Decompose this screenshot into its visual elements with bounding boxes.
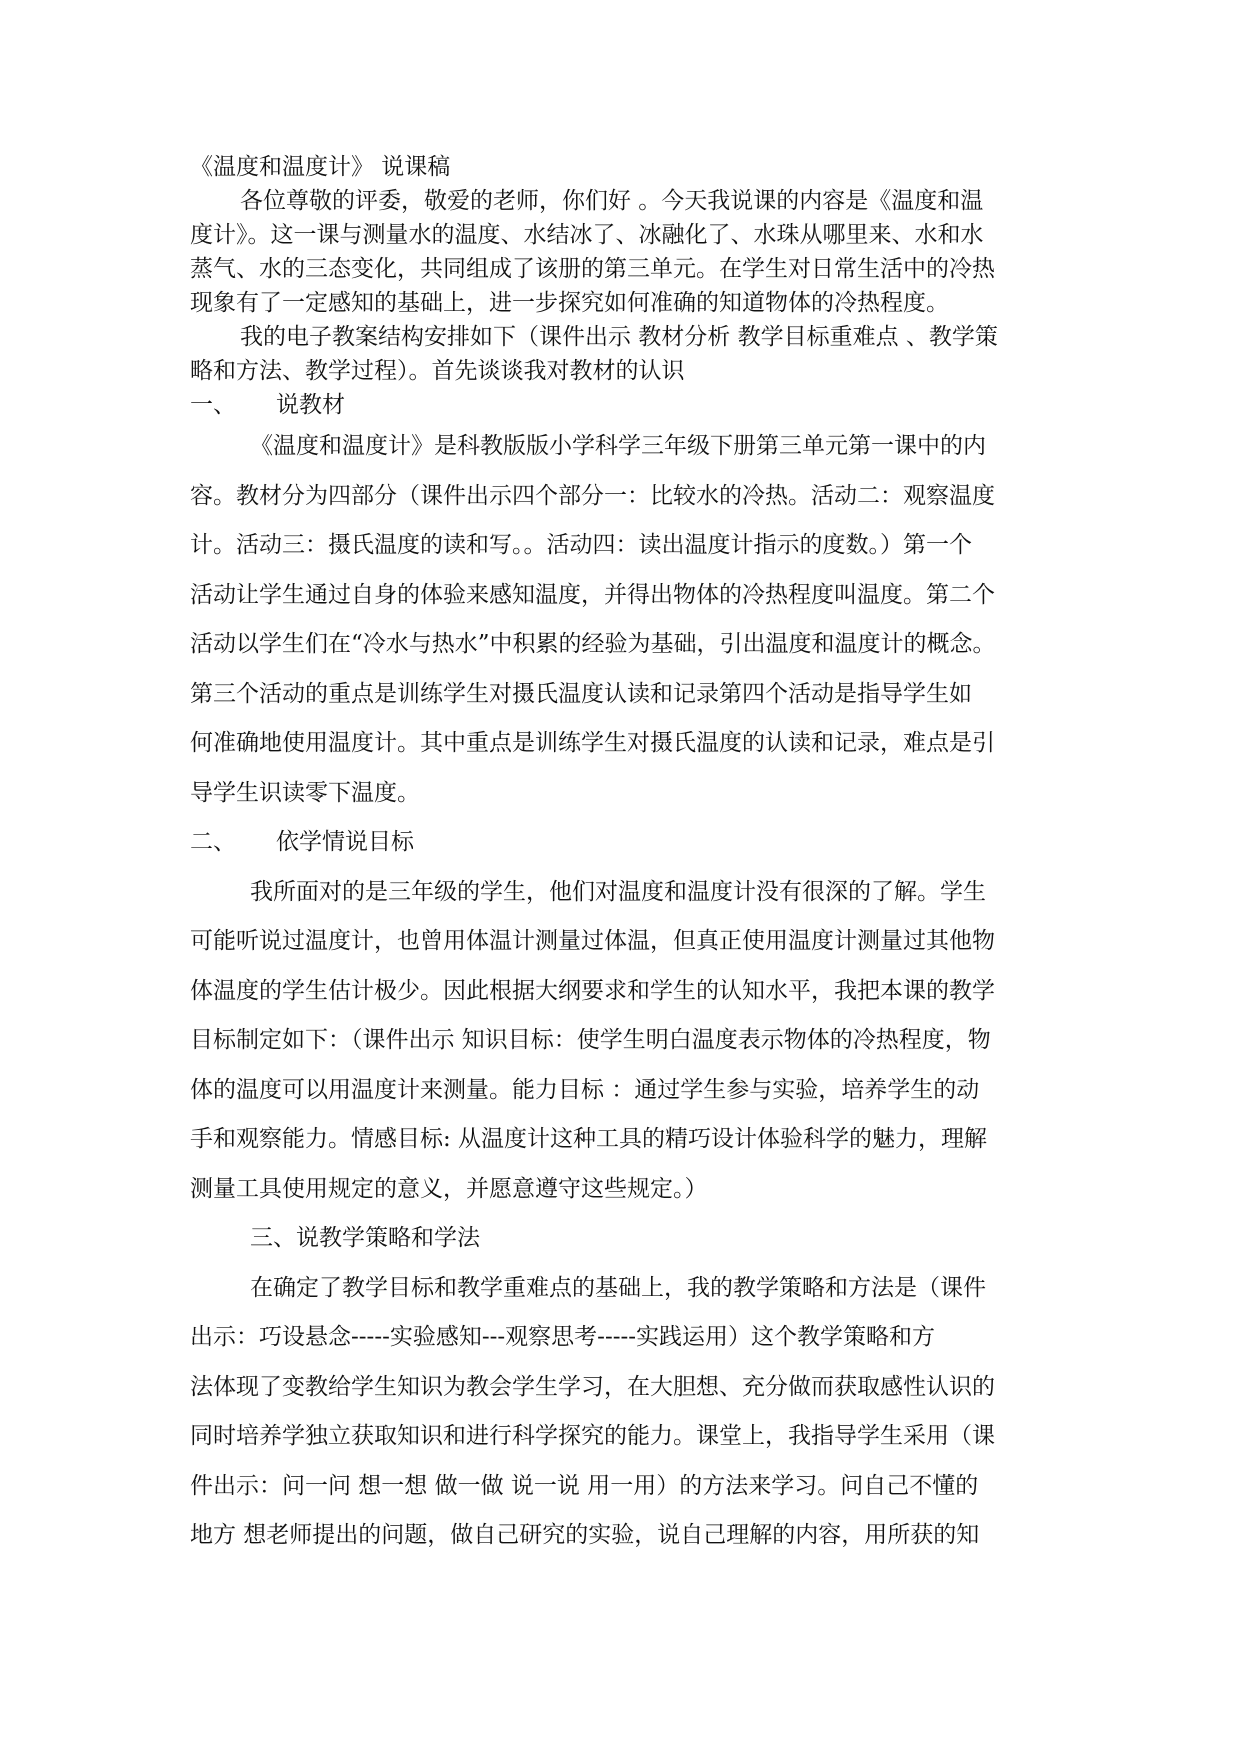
section1-line: 容。教材分为四部分（课件出示四个部分一：比较水的冷热。活动二：观察温度 [190, 482, 995, 509]
section2-line: 我所面对的是三年级的学生，他们对温度和温度计没有很深的了解。学生 [250, 878, 986, 905]
section2-line: 体温度的学生估计极少。因此根据大纲要求和学生的认知水平，我把本课的教学 [190, 977, 995, 1004]
section1-number: 一、 [190, 392, 236, 418]
section3-line: 出示：巧设悬念-----实验感知---观察思考-----实践运用）这个教学策略和方 [190, 1324, 936, 1350]
section3-line: 在确定了教学目标和教学重难点的基础上，我的教学策略和方法是（课件 [250, 1274, 986, 1301]
section1-line: 活动让学生通过自身的体验来感知温度，并得出物体的冷热程度叫温度。第二个 [190, 581, 995, 608]
section3-line: 件出示：问一问 想一想 做一做 说一说 用一用）的方法来学习。问自己不懂的 [190, 1472, 979, 1499]
section2-line: 目标制定如下：（课件出示 知识目标：使学生明白温度表示物体的冷热程度，物 [190, 1027, 991, 1053]
structure-line: 略和方法、教学过程）。首先谈谈我对教材的认识 [190, 358, 685, 384]
intro-line: 度计》。这一课与测量水的温度、水结冰了、冰融化了、水珠从哪里来、水和水 [190, 222, 984, 248]
section1-line: 《温度和温度计》是科教版版小学科学三年级下册第三单元第一课中的内 [250, 433, 986, 459]
section1-line: 导学生识读零下温度。 [190, 779, 420, 806]
section2-line: 手和观察能力。情感目标: 从温度计这种工具的精巧设计体验科学的魅力，理解 [190, 1126, 988, 1152]
document-body [190, 150, 1055, 1561]
section2-number: 二、 [190, 829, 236, 855]
section2-line: 体的温度可以用温度计来测量。能力目标 ：通过学生参与实验，培养学生的动 [190, 1076, 980, 1103]
section1-heading [190, 388, 1055, 422]
section3-line: 地方 想老师提出的问题，做自己研究的实验，说自己理解的内容，用所获的知 [190, 1522, 980, 1548]
intro-block [190, 150, 1055, 422]
section3-heading: 三、说教学策略和学法 [250, 1225, 480, 1251]
section2-title: 依学情说目标 [276, 829, 414, 855]
main-block [190, 422, 1055, 1561]
section2-line: 测量工具使用规定的意义，并愿意遵守这些规定。） [190, 1175, 708, 1202]
section1-line: 活动以学生们在“冷水与热水”中积累的经验为基础，引出温度和温度计的概念。 [190, 631, 996, 657]
section1-line: 第三个活动的重点是训练学生对摄氏温度认读和记录第四个活动是指导学生如 [190, 680, 972, 707]
document-title: 《温度和温度计》 说课稿 [190, 154, 451, 180]
section3-line: 法体现了变教给学生知识为教会学生学习，在大胆想、充分做而获取感性认识的 [190, 1373, 995, 1400]
section1-title: 说教材 [276, 392, 345, 418]
section3-line: 同时培养学独立获取知识和进行科学探究的能力。课堂上，我指导学生采用（课 [190, 1423, 995, 1449]
structure-line: 我的电子教案结构安排如下（课件出示 教材分析 教学目标重难点 、教学策 [240, 324, 998, 350]
section2-line: 可能听说过温度计，也曾用体温计测量过体温，但真正使用温度计测量过其他物 [190, 928, 995, 954]
intro-line: 现象有了一定感知的基础上，进一步探究如何准确的知道物体的冷热程度。 [190, 290, 949, 316]
intro-line: 蒸气、水的三态变化，共同组成了该册的第三单元。在学生对日常生活中的冷热 [190, 256, 995, 282]
section2-heading [190, 818, 1055, 868]
intro-line: 各位尊敬的评委，敬爱的老师，你们好 。今天我说课的内容是《温度和温 [240, 188, 984, 214]
section1-line: 计。活动三：摄氏温度的读和写。。活动四：读出温度计指示的度数。）第一个 [190, 532, 972, 558]
section1-line: 何准确地使用温度计。其中重点是训练学生对摄氏温度的认读和记录，难点是引 [190, 730, 995, 756]
